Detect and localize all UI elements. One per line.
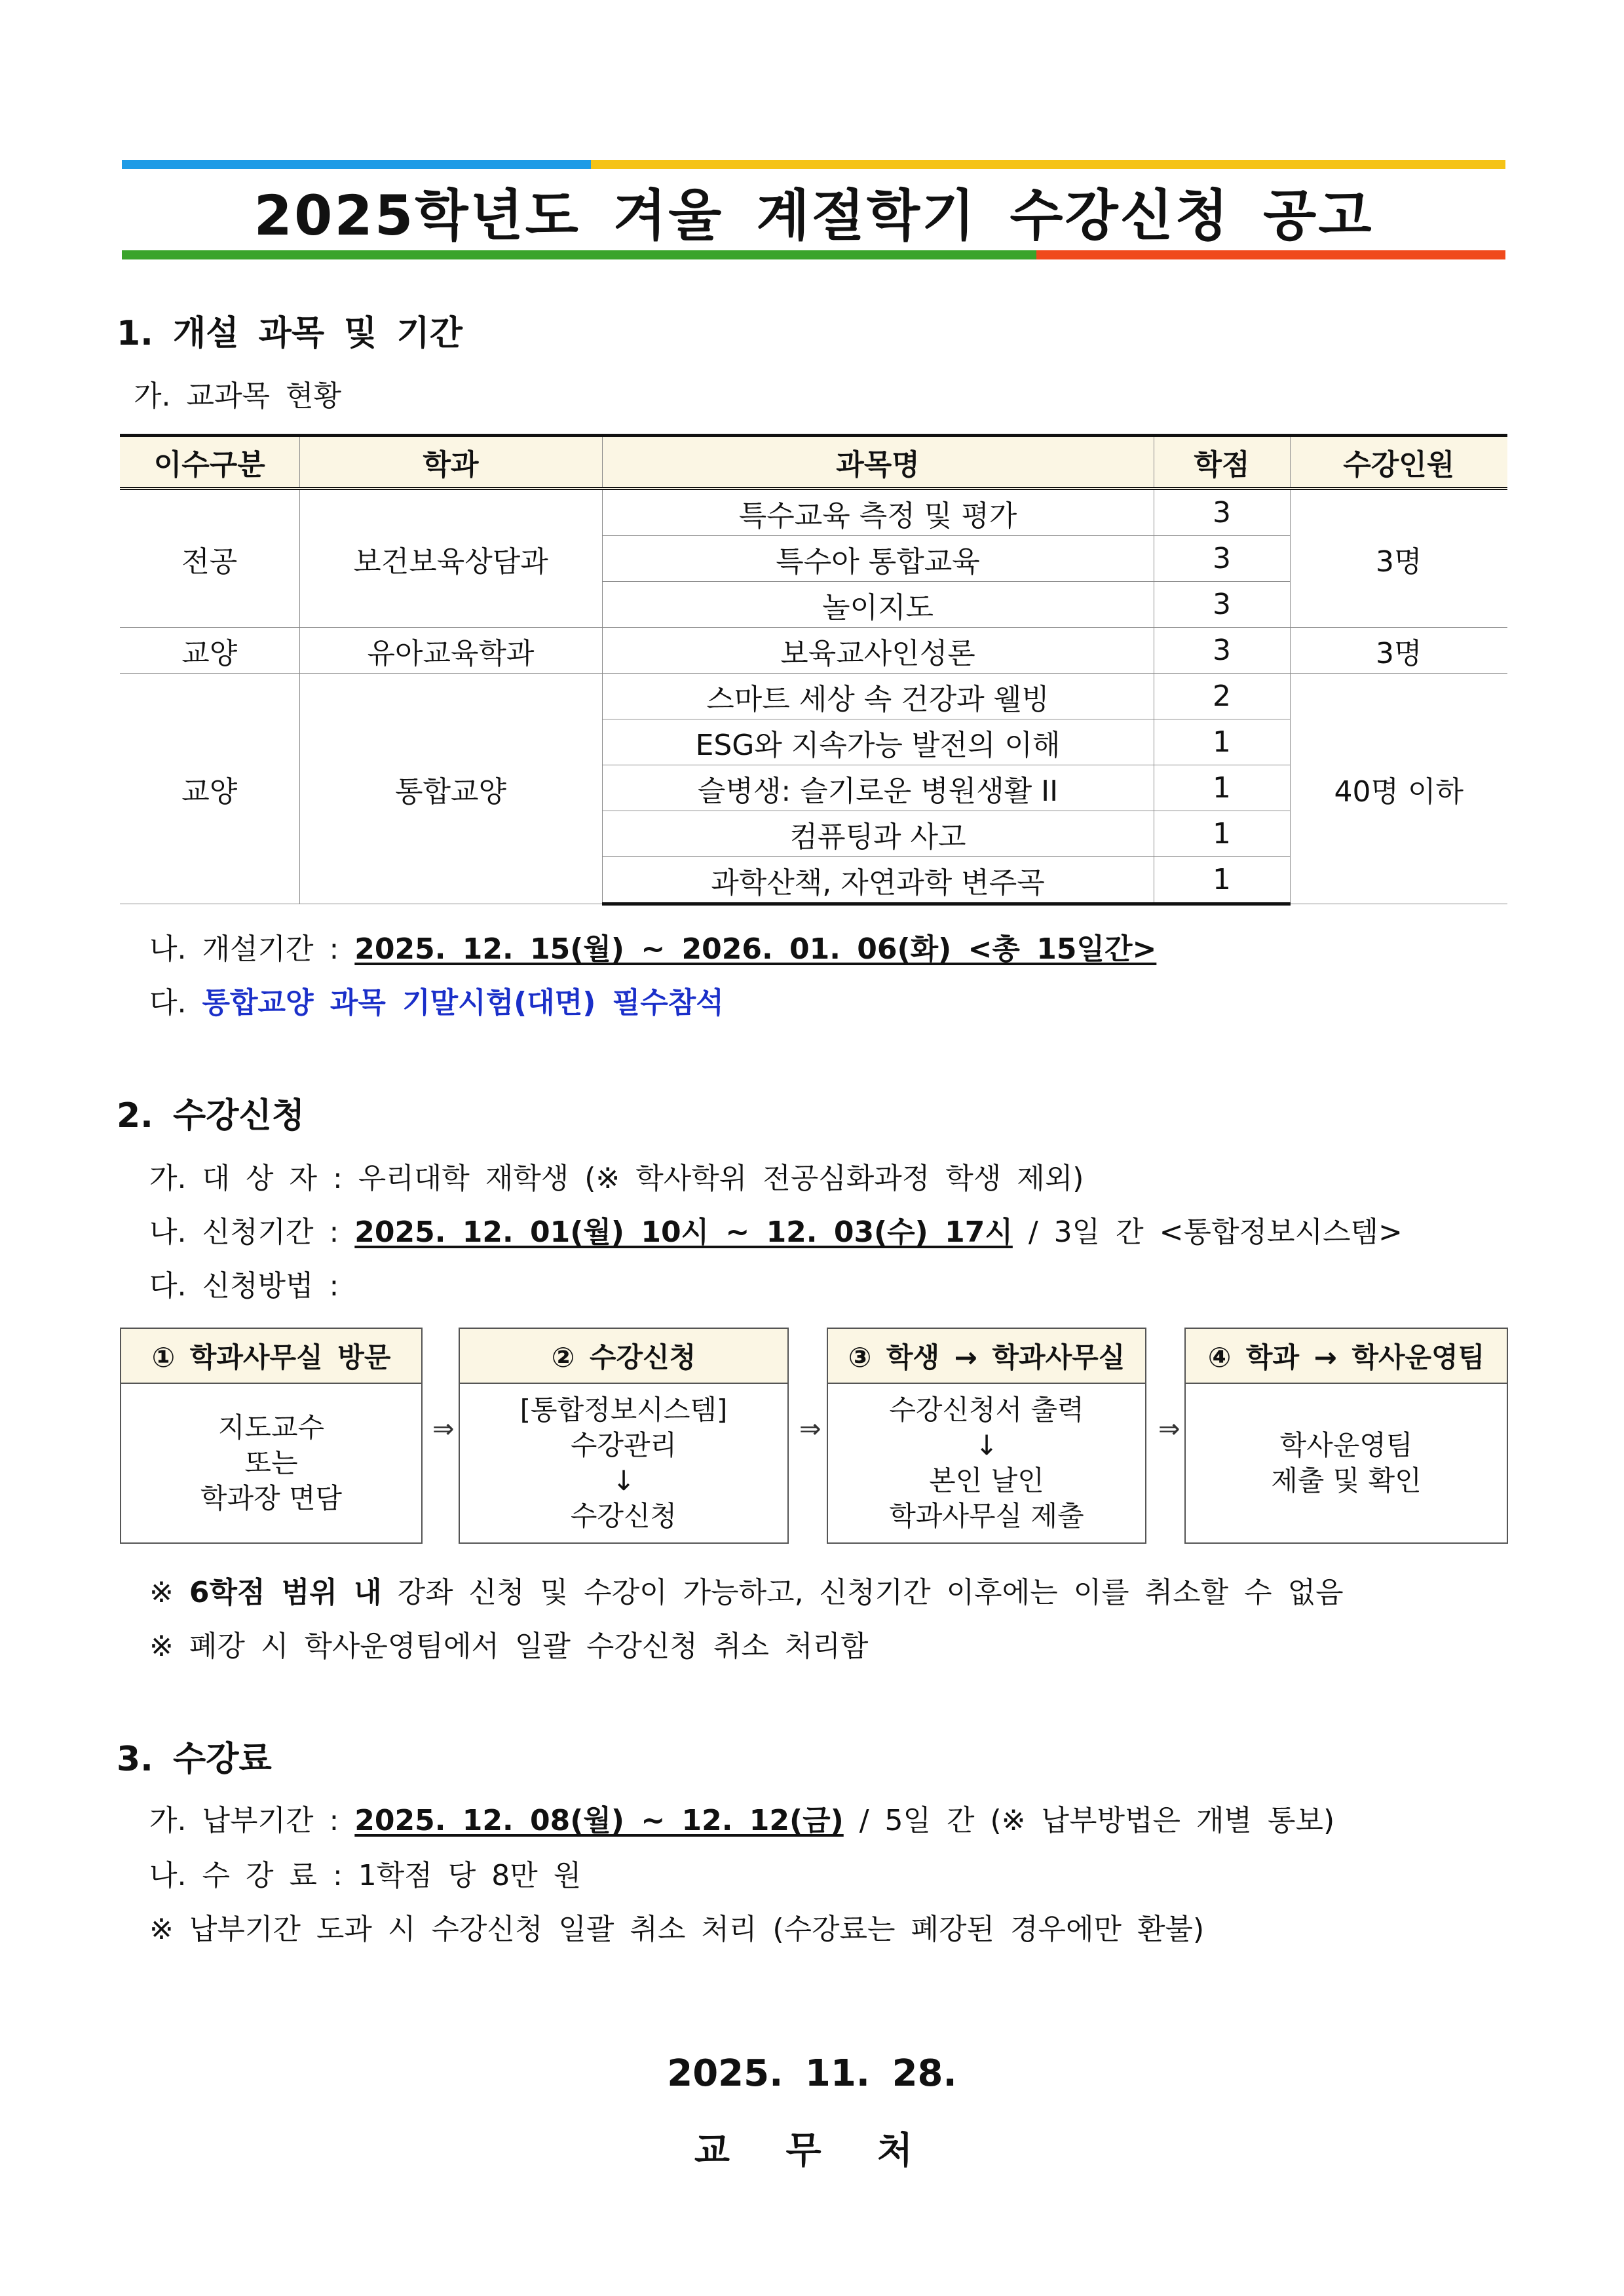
method-label: 다. 신청방법 : (149, 1269, 339, 1303)
bottom-bar-red (1036, 250, 1505, 259)
cell-type: 전공 (120, 489, 299, 628)
issue-date: 2025. 11. 28. (667, 2052, 957, 2095)
cell-course: 특수교육 측정 및 평가 (602, 489, 1154, 536)
cell-credit: 1 (1154, 719, 1290, 765)
refund-note: ※ 납부기간 도과 시 수강신청 일괄 취소 처리 (수강료는 폐강된 경우에만 환불) (149, 1913, 1205, 1946)
cell-course: 컴퓨팅과 사고 (602, 811, 1154, 857)
step-2-line: 수강관리 (570, 1429, 677, 1461)
header-dept: 학과 (299, 436, 602, 489)
cell-course: 스마트 세상 속 건강과 웰빙 (602, 674, 1154, 719)
cell-dept: 보건보육상담과 (299, 489, 602, 628)
step-1-line: 학과장 면담 (200, 1482, 343, 1514)
cell-type: 교양 (120, 674, 299, 904)
step-2-box (459, 1328, 789, 1544)
apply-period-value: 2025. 12. 01(월) 10시 ~ 12. 03(수) 17시 (354, 1215, 1013, 1249)
apply-period-label: 나. 신청기간 : (149, 1215, 355, 1249)
cell-credit: 1 (1154, 765, 1290, 811)
target-line: 가. 대 상 자 : 우리대학 재학생 (※ 학사학위 전공심화과정 학생 제외) (149, 1162, 1084, 1195)
cell-credit: 3 (1154, 536, 1290, 582)
arrow-icon: ⇒ (799, 1414, 821, 1444)
cell-capacity: 3명 (1290, 628, 1507, 674)
bottom-bar-green (122, 250, 1036, 259)
cell-credit: 3 (1154, 489, 1290, 536)
cell-credit: 1 (1154, 811, 1290, 857)
step-3-line: ↓ (975, 1429, 998, 1461)
arrow-icon: ⇒ (1158, 1414, 1180, 1444)
step-3-line: 수강신청서 출력 (889, 1394, 1084, 1426)
step-4-body (1186, 1384, 1507, 1542)
table-row (120, 489, 1507, 536)
header-credit: 학점 (1154, 436, 1290, 489)
course-table (120, 434, 1507, 906)
arrow-icon: ⇒ (432, 1414, 455, 1444)
cell-course: 특수아 통합교육 (602, 536, 1154, 582)
header-course: 과목명 (602, 436, 1154, 489)
step-2-title: ② 수강신청 (460, 1329, 787, 1384)
step-3-box (827, 1328, 1146, 1544)
cell-course: 과학산책, 자연과학 변주곡 (602, 857, 1154, 904)
cell-credit: 2 (1154, 674, 1290, 719)
top-bar-yellow (591, 160, 1505, 169)
step-3-line: 학과사무실 제출 (889, 1500, 1084, 1532)
pay-period-label: 가. 납부기간 : (149, 1804, 355, 1837)
cell-capacity: 40명 이하 (1290, 674, 1507, 904)
apply-period (149, 1208, 1403, 1250)
section1-sub-a: 가. 교과목 현황 (134, 379, 341, 413)
cell-course: 슬병생: 슬기로운 병원생활 II (602, 765, 1154, 811)
step-2-body (460, 1384, 787, 1542)
top-bar-blue (122, 160, 591, 169)
table-header-row (120, 436, 1507, 489)
step-3-body (828, 1384, 1145, 1542)
cell-credit: 3 (1154, 628, 1290, 674)
open-period-label: 나. 개설기간 : (149, 932, 355, 966)
open-period (149, 925, 1156, 967)
note1-bold: 6학점 범위 내 (189, 1576, 382, 1609)
step-1-box (120, 1328, 423, 1544)
table-row (120, 628, 1507, 674)
cell-credit: 1 (1154, 857, 1290, 904)
step-3-line: 본인 날인 (929, 1464, 1044, 1497)
section3-heading: 3. 수강료 (117, 1740, 272, 1779)
cell-dept: 유아교육학과 (299, 628, 602, 674)
header-type: 이수구분 (120, 436, 299, 489)
step-1-line: 지도교수 (217, 1411, 325, 1444)
fee-line: 나. 수 강 료 : 1학점 당 8만 원 (149, 1859, 582, 1892)
cell-course: ESG와 지속가능 발전의 이해 (602, 719, 1154, 765)
step-1-line: 또는 (244, 1447, 298, 1479)
step-2-line: [통합정보시스템] (519, 1394, 728, 1426)
step-4-line: 제출 및 확인 (1271, 1464, 1422, 1497)
cell-type: 교양 (120, 628, 299, 674)
exam-notice-label: 다. (149, 986, 202, 1020)
cell-dept: 통합교양 (299, 674, 602, 904)
cancel-note: ※ 폐강 시 학사운영팀에서 일괄 수강신청 취소 처리함 (149, 1630, 869, 1663)
step-4-line: 학사운영팀 (1279, 1429, 1413, 1461)
section1-heading: 1. 개설 과목 및 기간 (117, 314, 463, 353)
open-period-value: 2025. 12. 15(월) ~ 2026. 01. 06(화) <총 15일간> (354, 932, 1157, 966)
section2-heading: 2. 수강신청 (117, 1096, 305, 1136)
cell-course: 보육교사인성론 (602, 628, 1154, 674)
note1-prefix: ※ (149, 1576, 189, 1609)
note1-rest: 강좌 신청 및 수강이 가능하고, 신청기간 이후에는 이를 취소할 수 없음 (381, 1576, 1344, 1609)
header-capacity: 수강인원 (1290, 436, 1507, 489)
page-title: 2025학년도 겨울 계절학기 수강신청 공고 (254, 183, 1374, 248)
exam-notice-value: 통합교양 과목 기말시험(대면) 필수참석 (202, 986, 724, 1020)
issuing-office: 교 무 처 (694, 2130, 930, 2172)
pay-period-suffix: / 5일 간 (※ 납부방법은 개별 통보) (843, 1804, 1335, 1837)
step-4-box (1184, 1328, 1508, 1544)
apply-period-suffix: / 3일 간 <통합정보시스템> (1012, 1215, 1403, 1249)
table-row (120, 674, 1507, 719)
credit-limit-note (149, 1569, 1344, 1611)
exam-notice (149, 979, 724, 1021)
pay-period (149, 1797, 1334, 1839)
cell-credit: 3 (1154, 582, 1290, 628)
step-1-body (121, 1384, 421, 1542)
step-2-line: ↓ (612, 1464, 635, 1497)
step-4-title: ④ 학과 → 학사운영팀 (1186, 1329, 1507, 1384)
step-2-line: 수강신청 (570, 1500, 677, 1532)
step-1-title: ① 학과사무실 방문 (121, 1329, 421, 1384)
pay-period-value: 2025. 12. 08(월) ~ 12. 12(금) (354, 1804, 844, 1837)
step-3-title: ③ 학생 → 학과사무실 (828, 1329, 1145, 1384)
cell-capacity: 3명 (1290, 489, 1507, 628)
cell-course: 놀이지도 (602, 582, 1154, 628)
